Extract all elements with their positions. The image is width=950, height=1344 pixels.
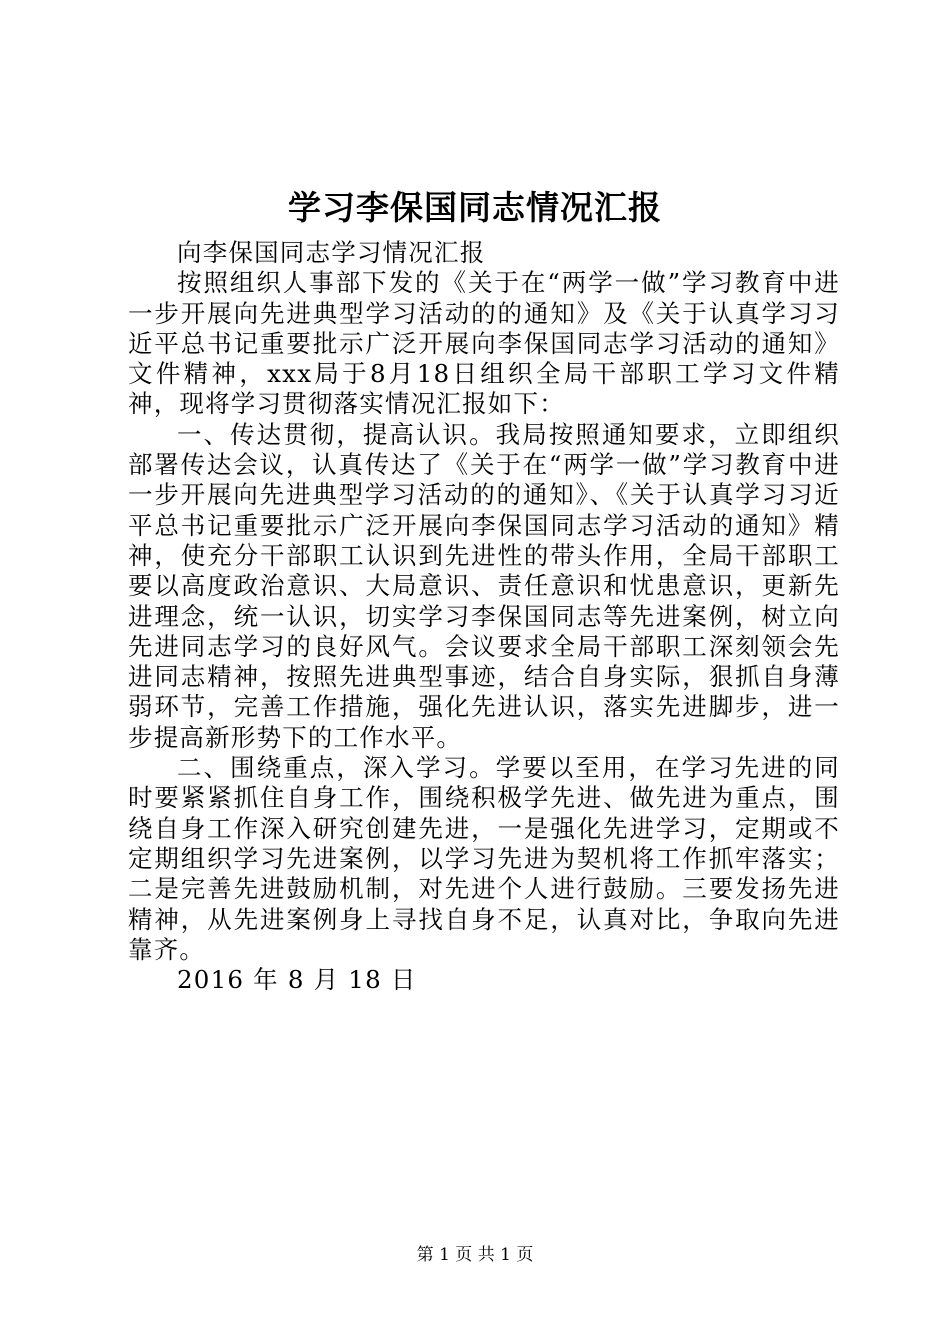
document-date: 2016 年 8 月 18 日 [177, 965, 417, 995]
intro-paragraph: 按照组织人事部下发的《关于在“两学一做”学习教育中进一步开展向先进典型学习活动的的通知》及《关于认真学习习近平总书记重要批示广泛开展向李保国同志学习活动的通知》文件精神，xxx局于8月18日组织全局干部职工学习文件精神，现将学习贯彻落实情况汇报如下： [128, 268, 840, 419]
page-footer: 第 1 页 共 1 页 [416, 1245, 534, 1265]
subtitle-paragraph: 向李保国同志学习情况汇报 [177, 238, 486, 267]
document-body [128, 238, 840, 995]
document-title: 学习李保国同志情况汇报 [288, 188, 662, 227]
section-one-paragraph: 一、传达贯彻，提高认识。我局按照通知要求，立即组织部署传达会议，认真传达了《关于在“两学一做”学习教育中进一步开展向先进典型学习活动的的通知》、《关于认真学习习近平总书记重要批示广泛开展向李保国同志学习活动的通知》精神，使充分干部职工认识到先进性的带头作用，全局干部职工要以高度政治意识、大局意识、责任意识和忧患意识，更新先进理念，统一认识，切实学习李保国同志等先进案例，树立向先进同志学习的良好风气。会议要求全局干部职工深刻领会先进同志精神，按照先进典型事迹，结合自身实际，狠抓自身薄弱环节，完善工作措施，强化先进认识，落实先进脚步，进一步提高新形势下的工作水平。 [128, 419, 840, 752]
section-two-paragraph: 二、围绕重点，深入学习。学要以至用，在学习先进的同时要紧紧抓住自身工作，围绕积极学先进、做先进为重点，围绕自身工作深入研究创建先进，一是强化先进学习，定期或不定期组织学习先进案例，以学习先进为契机将工作抓牢落实；二是完善先进鼓励机制，对先进个人进行鼓励。三要发扬先进精神，从先进案例身上寻找自身不足，认真对比，争取向先进靠齐。 [128, 753, 840, 964]
